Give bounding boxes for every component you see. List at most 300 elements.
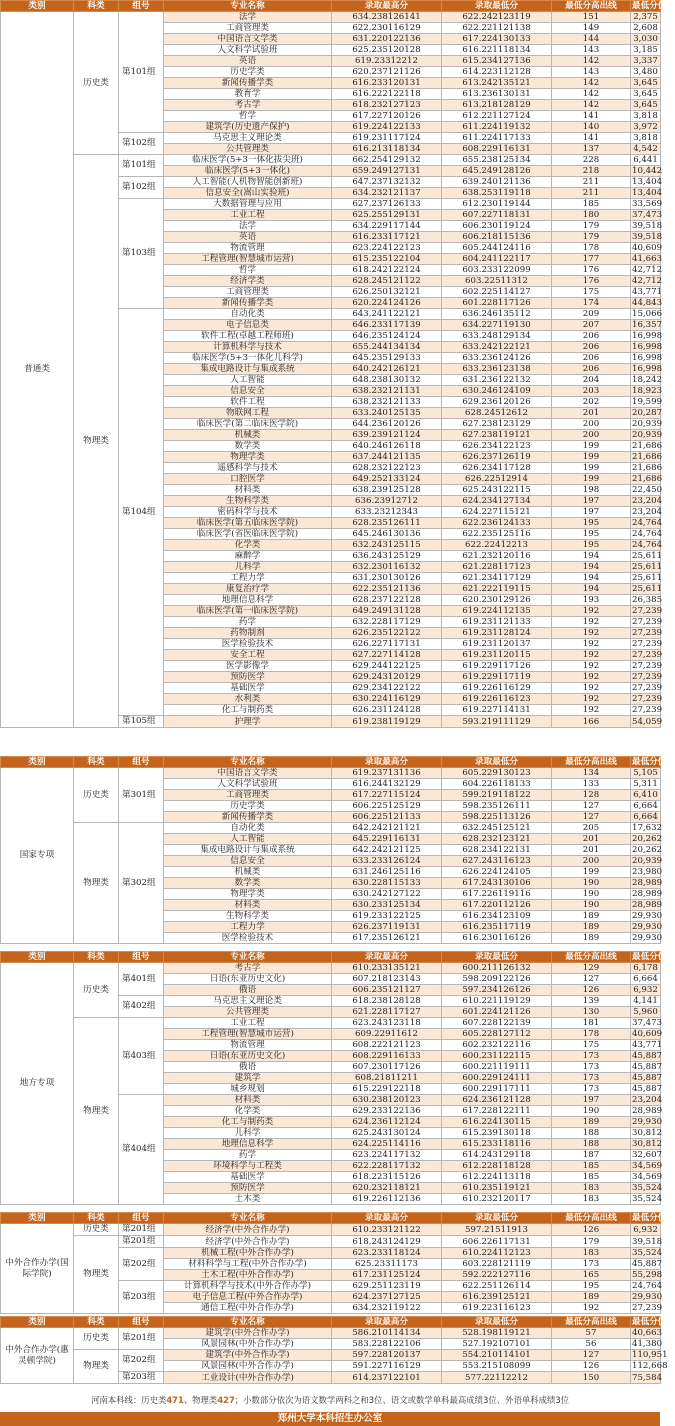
min-score-cell: 601.228117126 <box>442 298 552 309</box>
rank-cell: 20,262 <box>632 834 663 844</box>
max-score-cell: 626.235122122 <box>332 628 442 639</box>
major-name-cell: 俄语 <box>164 1062 332 1073</box>
max-score-cell: 632.228117129 <box>332 617 442 628</box>
rank-cell: 27,239 <box>632 683 663 693</box>
rank-cell: 18,242 <box>632 375 663 385</box>
rank-cell: 17,632 <box>632 823 663 833</box>
min-score-cell: 553.215108099 <box>442 1361 552 1372</box>
min-score-cell: 610.232120117 <box>442 1194 552 1205</box>
min-score-cell: 600.221119111 <box>442 1062 552 1073</box>
table-header-row <box>1 757 661 768</box>
major-name-cell: 康复治疗学 <box>164 584 332 595</box>
max-score-cell: 631.220122136 <box>332 34 442 45</box>
header-above-line: 最低分高出线 <box>552 757 631 768</box>
category-cell: 地方专项 <box>1 963 74 1205</box>
rank-cell: 29,930 <box>632 933 663 943</box>
major-name-cell: 新闻传播学类 <box>164 812 332 823</box>
rank-cell: 43,771 <box>632 287 663 297</box>
above-line-cell: 139 <box>552 996 631 1007</box>
min-score-cell: 614.223112128 <box>442 67 552 78</box>
above-line-cell: 195 <box>552 1281 631 1292</box>
major-name-cell: 集成电路设计与集成系统 <box>164 364 332 375</box>
major-name-cell: 日语(东亚历史文化) <box>164 1051 332 1062</box>
min-score-cell: 630.246124109 <box>442 386 552 397</box>
max-score-cell: 643.241122121 <box>332 309 442 320</box>
min-score-cell: 622.221121138 <box>442 23 552 34</box>
min-score-cell: 633.248129134 <box>442 331 552 342</box>
group-cell: 第201组 <box>119 1224 164 1236</box>
above-line-cell: 200 <box>552 419 631 430</box>
major-name-cell: 临床医学(5+3一体化拔尖班) <box>164 155 332 166</box>
max-score-cell: 645.246130136 <box>332 529 442 540</box>
above-line-cell: 126 <box>552 1361 631 1372</box>
rank-cell: 45,887 <box>632 1073 663 1083</box>
min-score-cell: 605.228127112 <box>442 1029 552 1040</box>
max-score-cell: 628.232122123 <box>332 463 442 474</box>
above-line-cell: 127 <box>552 801 631 812</box>
above-line-cell: 177 <box>552 254 631 265</box>
header-max-score: 录取最高分 <box>332 1317 442 1328</box>
group-cell: 第203组 <box>119 1372 164 1384</box>
min-score-cell: 617.224130133 <box>442 34 552 45</box>
header-min-score: 录取最低分 <box>442 757 552 768</box>
major-name-cell: 集成电路设计与集成系统 <box>164 845 332 856</box>
above-line-cell: 188 <box>552 1128 631 1139</box>
subject-cell: 历史类 <box>74 1224 119 1236</box>
major-name-cell: 药学 <box>164 617 332 628</box>
max-score-cell: 629.233122136 <box>332 1106 442 1117</box>
max-score-cell: 645.229116131 <box>332 834 442 845</box>
rank-cell: 29,930 <box>632 1292 663 1302</box>
header-max-score: 录取最高分 <box>332 1 442 12</box>
rank-cell: 5,311 <box>631 779 661 790</box>
major-name-cell: 儿科学 <box>164 1128 332 1139</box>
min-score-cell: 617.226119116 <box>442 889 552 900</box>
rank-cell: 6,664 <box>631 974 661 985</box>
max-score-cell: 625.255129131 <box>332 210 442 221</box>
min-score-cell: 628.24512612 <box>442 408 552 419</box>
max-score-cell: 634.238126141 <box>332 12 442 23</box>
max-score-cell: 619.224122133 <box>332 122 442 133</box>
rank-cell: 39,518 <box>632 232 663 242</box>
rank-cell: 6,664 <box>631 801 661 812</box>
above-line-cell: 183 <box>552 1248 631 1259</box>
above-line-cell: 142 <box>552 100 631 111</box>
min-score-cell: 607.227118131 <box>442 210 552 221</box>
major-name-cell: 经济学类 <box>164 276 332 287</box>
min-score-cell: 619.231121133 <box>442 617 552 628</box>
rank-cell: 34,569 <box>632 1172 663 1182</box>
above-line-cell: 206 <box>552 331 631 342</box>
max-score-cell: 637.244121135 <box>332 452 442 463</box>
max-score-cell: 619.23312212 <box>332 56 442 67</box>
major-name-cell: 药学 <box>164 1150 332 1161</box>
rank-cell: 55,298 <box>632 1270 663 1280</box>
above-line-cell: 134 <box>552 768 631 779</box>
min-score-cell: 633.236124126 <box>442 353 552 364</box>
major-name-cell: 通信工程(中外合作办学) <box>164 1303 332 1314</box>
min-score-cell: 577.22112212 <box>442 1372 552 1384</box>
above-line-cell: 206 <box>552 342 631 353</box>
major-name-cell: 工业工程 <box>164 210 332 221</box>
above-line-cell: 199 <box>552 463 631 474</box>
rank-cell: 3,480 <box>631 67 661 78</box>
min-score-cell: 554.210114101 <box>442 1350 552 1361</box>
max-score-cell: 629.244122125 <box>332 661 442 672</box>
max-score-cell: 622.228117132 <box>332 1161 442 1172</box>
min-score-cell: 626.234117128 <box>442 463 552 474</box>
major-name-cell: 工商管理类 <box>164 790 332 801</box>
header-max-score: 录取最高分 <box>332 952 442 963</box>
min-score-cell: 610.221119129 <box>442 996 552 1007</box>
min-score-cell: 627.238123129 <box>442 419 552 430</box>
physics-line-value: 427 <box>217 1395 235 1405</box>
header-subject: 科类 <box>74 952 119 963</box>
max-score-cell: 640.246126118 <box>332 441 442 452</box>
max-score-cell: 631.230130126 <box>332 573 442 584</box>
min-score-cell: 527.192107101 <box>442 1339 552 1350</box>
above-line-cell: 194 <box>552 562 631 573</box>
above-line-cell: 144 <box>552 34 631 45</box>
above-line-cell: 205 <box>552 823 631 834</box>
major-name-cell: 人工智能(人机物智能创新班) <box>164 177 332 188</box>
above-line-cell: 127 <box>552 974 631 985</box>
header-group: 组号 <box>119 1213 164 1224</box>
min-score-cell: 602.232122116 <box>442 1040 552 1051</box>
rank-cell: 3,030 <box>631 34 661 45</box>
max-score-cell: 638.239125128 <box>332 485 442 496</box>
max-score-cell: 662.254129132 <box>332 155 442 166</box>
header-subject: 科类 <box>74 1213 119 1224</box>
max-score-cell: 583.228122106 <box>332 1339 442 1350</box>
rank-cell: 45,887 <box>632 1084 663 1094</box>
min-score-cell: 619.224112135 <box>442 606 552 617</box>
major-name-cell: 考古学 <box>164 963 332 974</box>
max-score-cell: 631.246125116 <box>332 867 442 878</box>
above-line-cell: 195 <box>552 518 631 529</box>
header-rank: 最低分位次 <box>632 757 675 767</box>
above-line-cell: 194 <box>552 573 631 584</box>
major-name-cell: 临床医学(第五临床医学院) <box>164 518 332 529</box>
min-score-cell: 621.222119115 <box>442 584 552 595</box>
major-name-cell: 新闻传播学类 <box>164 298 332 309</box>
max-score-cell: 626.231124128 <box>332 705 442 716</box>
min-score-cell: 638.253119118 <box>442 188 552 199</box>
min-score-cell: 633.236123138 <box>442 364 552 375</box>
max-score-cell: 645.235129133 <box>332 353 442 364</box>
above-line-cell: 192 <box>552 606 631 617</box>
min-score-cell: 624.234127134 <box>442 496 552 507</box>
major-name-cell: 信息安全 <box>164 856 332 867</box>
rank-cell: 40,609 <box>632 243 663 253</box>
max-score-cell: 607.218123143 <box>332 974 442 985</box>
above-line-cell: 195 <box>552 529 631 540</box>
rank-cell: 20,262 <box>632 845 663 855</box>
major-name-cell: 机械类 <box>164 430 332 441</box>
rank-cell: 45,887 <box>632 1051 663 1061</box>
major-name-cell: 建筑学(历史遗产保护) <box>164 122 332 133</box>
group-cell: 第202组 <box>119 1350 164 1372</box>
major-name-cell: 儿科学 <box>164 562 332 573</box>
major-name-cell: 英语 <box>164 232 332 243</box>
min-score-cell: 620.230129126 <box>442 595 552 606</box>
major-name-cell: 物流管理 <box>164 243 332 254</box>
above-line-cell: 195 <box>552 540 631 551</box>
max-score-cell: 629.234122122 <box>332 683 442 694</box>
major-name-cell: 遥感科学与技术 <box>164 463 332 474</box>
min-score-cell: 616.230116126 <box>442 933 552 944</box>
max-score-cell: 639.239121124 <box>332 430 442 441</box>
category-cell: 普通类 <box>1 12 74 728</box>
above-line-cell: 141 <box>552 133 631 144</box>
header-rank: 最低分位次 <box>632 1317 675 1327</box>
above-line-cell: 228 <box>552 155 631 166</box>
min-score-cell: 627.243116123 <box>442 856 552 867</box>
above-line-cell: 199 <box>552 441 631 452</box>
min-score-cell: 597.234126126 <box>442 985 552 996</box>
rank-cell: 18,923 <box>632 386 663 396</box>
major-name-cell: 自动化类 <box>164 309 332 320</box>
min-score-cell: 626.237126119 <box>442 452 552 463</box>
above-line-cell: 176 <box>552 265 631 276</box>
rank-cell: 39,518 <box>632 1236 663 1247</box>
rank-cell: 3,645 <box>631 78 661 89</box>
major-name-cell: 人文科学试验班 <box>164 45 332 56</box>
rank-cell: 5,960 <box>631 1007 661 1018</box>
major-name-cell: 风景园林(中外合作办学) <box>164 1339 332 1350</box>
major-name-cell: 哲学 <box>164 111 332 122</box>
max-score-cell: 633.240125135 <box>332 408 442 419</box>
min-score-cell: 626.234122123 <box>442 441 552 452</box>
above-line-cell: 149 <box>552 23 631 34</box>
min-score-cell: 619.231120137 <box>442 639 552 650</box>
major-name-cell: 水利类 <box>164 694 332 705</box>
min-score-cell: 600.229124111 <box>442 1073 552 1084</box>
rank-cell: 34,569 <box>632 1161 663 1171</box>
footer-office: 郑州大学本科招生办公室 <box>0 1412 660 1426</box>
major-name-cell: 工程管理(智慧城市运营) <box>164 1029 332 1040</box>
rank-cell: 75,584 <box>632 1372 663 1383</box>
min-score-cell: 619.227114131 <box>442 705 552 716</box>
group-cell: 第101组 <box>119 155 164 177</box>
max-score-cell: 647.237132132 <box>332 177 442 188</box>
min-score-cell: 603.228121119 <box>442 1259 552 1270</box>
header-min-score: 录取最低分 <box>442 1317 552 1328</box>
group-cell: 第201组 <box>119 1328 164 1350</box>
max-score-cell: 629.251123119 <box>332 1281 442 1292</box>
major-name-cell: 历史学类 <box>164 67 332 78</box>
min-score-cell: 604.226118133 <box>442 779 552 790</box>
max-score-cell: 623.243123118 <box>332 1018 442 1029</box>
rank-cell: 35,524 <box>632 1183 663 1193</box>
table-header-row <box>1 1317 661 1328</box>
above-line-cell: 211 <box>552 188 631 199</box>
major-name-cell: 化学类 <box>164 1106 332 1117</box>
major-name-cell: 基础医学 <box>164 1172 332 1183</box>
major-name-cell: 计算机科学与技术 <box>164 342 332 353</box>
min-score-cell: 619.229117126 <box>442 661 552 672</box>
subject-cell: 物理类 <box>74 1350 119 1384</box>
rank-cell: 27,239 <box>632 694 663 704</box>
above-line-cell: 178 <box>552 243 631 254</box>
table-row <box>1 1224 661 1236</box>
above-line-cell: 190 <box>552 878 631 889</box>
min-score-cell: 617.228122111 <box>442 1106 552 1117</box>
major-name-cell: 信息安全 <box>164 386 332 397</box>
above-line-cell: 128 <box>552 790 631 801</box>
rank-cell: 5,105 <box>631 768 661 779</box>
category-cell: 中外合作办学(惠灵顿学院) <box>1 1328 74 1384</box>
group-cell: 第302组 <box>119 823 164 944</box>
rank-cell: 30,812 <box>632 1139 663 1149</box>
max-score-cell: 625.23311173 <box>332 1259 442 1270</box>
above-line-cell: 199 <box>552 474 631 485</box>
header-above-line: 最低分高出线 <box>552 952 631 963</box>
above-line-cell: 133 <box>552 779 631 790</box>
above-line-cell: 183 <box>552 1183 631 1194</box>
header-major: 专业名称 <box>164 757 332 768</box>
max-score-cell: 634.232119122 <box>332 1303 442 1314</box>
min-score-cell: 610.235119121 <box>442 1183 552 1194</box>
min-score-cell: 634.227119130 <box>442 320 552 331</box>
max-score-cell: 646.235124124 <box>332 331 442 342</box>
above-line-cell: 189 <box>552 1117 631 1128</box>
max-score-cell: 622.235121136 <box>332 584 442 595</box>
major-name-cell: 密码科学与技术 <box>164 507 332 518</box>
table-row <box>1 155 661 166</box>
major-name-cell: 软件工程(卓越工程师班) <box>164 331 332 342</box>
min-score-cell: 619.226116123 <box>442 694 552 705</box>
min-score-cell: 603.22511312 <box>442 276 552 287</box>
max-score-cell: 618.242122124 <box>332 265 442 276</box>
header-group: 组号 <box>119 757 164 768</box>
rank-cell: 42,712 <box>632 276 663 286</box>
rank-cell: 44,843 <box>632 298 663 308</box>
above-line-cell: 176 <box>552 276 631 287</box>
max-score-cell: 623.233118124 <box>332 1248 442 1259</box>
major-name-cell: 工业设计(中外合作办学) <box>164 1372 332 1384</box>
rank-cell: 27,239 <box>632 661 663 671</box>
rank-cell: 41,380 <box>632 1339 663 1349</box>
max-score-cell: 625.235120128 <box>332 45 442 56</box>
rank-cell: 21,686 <box>632 463 663 473</box>
rank-cell: 27,239 <box>632 672 663 682</box>
header-max-score: 录取最高分 <box>332 1213 442 1224</box>
max-score-cell: 608.21811211 <box>332 1073 442 1084</box>
major-name-cell: 土木类 <box>164 1194 332 1205</box>
min-score-cell: 621.234117129 <box>442 573 552 584</box>
max-score-cell: 618.223115126 <box>332 1172 442 1183</box>
major-name-cell: 数学类 <box>164 441 332 452</box>
header-above-line: 最低分高出线 <box>552 1 631 12</box>
major-name-cell: 物流管理 <box>164 1040 332 1051</box>
header-major: 专业名称 <box>164 1213 332 1224</box>
above-line-cell: 126 <box>552 1224 631 1236</box>
min-score-cell: 613.218128129 <box>442 100 552 111</box>
major-name-cell: 临床医学(5+3一体化儿科学) <box>164 353 332 364</box>
min-score-cell: 631.236122132 <box>442 375 552 386</box>
max-score-cell: 616.233120131 <box>332 78 442 89</box>
major-name-cell: 预防医学 <box>164 672 332 683</box>
min-score-cell: 612.230119144 <box>442 199 552 210</box>
min-score-cell: 632.245125121 <box>442 823 552 834</box>
rank-cell: 30,812 <box>632 1128 663 1138</box>
max-score-cell: 597.228120137 <box>332 1350 442 1361</box>
rank-cell: 43,771 <box>632 1040 663 1050</box>
rank-cell: 6,410 <box>631 790 661 801</box>
rank-cell: 28,989 <box>632 878 663 888</box>
major-name-cell: 计算机科学与技术(中外合作办学) <box>164 1281 332 1292</box>
above-line-cell: 142 <box>552 56 631 67</box>
above-line-cell: 200 <box>552 856 631 867</box>
rank-cell: 41,663 <box>632 254 663 264</box>
max-score-cell: 623.224117132 <box>332 1150 442 1161</box>
min-score-cell: 619.231128124 <box>442 628 552 639</box>
major-name-cell: 日语(东亚历史文化) <box>164 974 332 985</box>
major-name-cell: 公共管理类 <box>164 1007 332 1018</box>
above-line-cell: 198 <box>552 485 631 496</box>
min-score-cell: 601.224121126 <box>442 1007 552 1018</box>
rank-cell: 3,645 <box>631 100 661 111</box>
header-above-line: 最低分高出线 <box>552 1317 631 1328</box>
min-score-cell: 598.225113126 <box>442 812 552 823</box>
rank-cell: 25,611 <box>632 584 663 594</box>
above-line-cell: 192 <box>552 639 631 650</box>
group-cell: 第202组 <box>119 1248 164 1281</box>
rank-cell: 6,441 <box>631 155 661 166</box>
score-line-note <box>0 1394 660 1406</box>
rank-cell: 3,645 <box>631 89 661 100</box>
above-line-cell: 190 <box>552 900 631 911</box>
major-name-cell: 生物科学类 <box>164 911 332 922</box>
above-line-cell: 173 <box>552 1084 631 1095</box>
major-name-cell: 生物科学类 <box>164 496 332 507</box>
min-score-cell: 598.209122126 <box>442 974 552 985</box>
rank-cell: 112,668 <box>632 1361 668 1371</box>
above-line-cell: 127 <box>552 1350 631 1361</box>
rank-cell: 54,059 <box>632 716 663 727</box>
header-rank: 最低分位次 <box>632 1213 675 1223</box>
min-score-cell: 607.228122139 <box>442 1018 552 1029</box>
group-cell: 第401组 <box>119 963 164 996</box>
max-score-cell: 615.229122118 <box>332 1084 442 1095</box>
header-category: 类别 <box>1 1213 74 1224</box>
major-name-cell: 数学类 <box>164 878 332 889</box>
major-name-cell: 软件工程 <box>164 397 332 408</box>
rank-cell: 6,932 <box>631 1224 661 1236</box>
above-line-cell: 188 <box>552 1139 631 1150</box>
min-score-cell: 616.221118134 <box>442 45 552 56</box>
above-line-cell: 207 <box>552 320 631 331</box>
major-name-cell: 临床医学(省医临床医学院) <box>164 529 332 540</box>
group-cell: 第403组 <box>119 1018 164 1095</box>
max-score-cell: 615.235122104 <box>332 254 442 265</box>
major-name-cell: 自动化类 <box>164 823 332 834</box>
above-line-cell: 192 <box>552 617 631 628</box>
max-score-cell: 633.233126124 <box>332 856 442 867</box>
min-score-cell: 616.235117119 <box>442 922 552 933</box>
rank-cell: 28,989 <box>632 900 663 910</box>
subject-cell: 物理类 <box>74 1018 119 1205</box>
header-major: 专业名称 <box>164 1 332 12</box>
rank-cell: 27,239 <box>632 650 663 660</box>
max-score-cell: 619.231117124 <box>332 133 442 144</box>
min-score-cell: 633.242122121 <box>442 342 552 353</box>
rank-cell: 4,141 <box>631 996 661 1007</box>
major-name-cell: 考古学 <box>164 100 332 111</box>
rank-cell: 21,686 <box>632 452 663 462</box>
major-name-cell: 基础医学 <box>164 683 332 694</box>
